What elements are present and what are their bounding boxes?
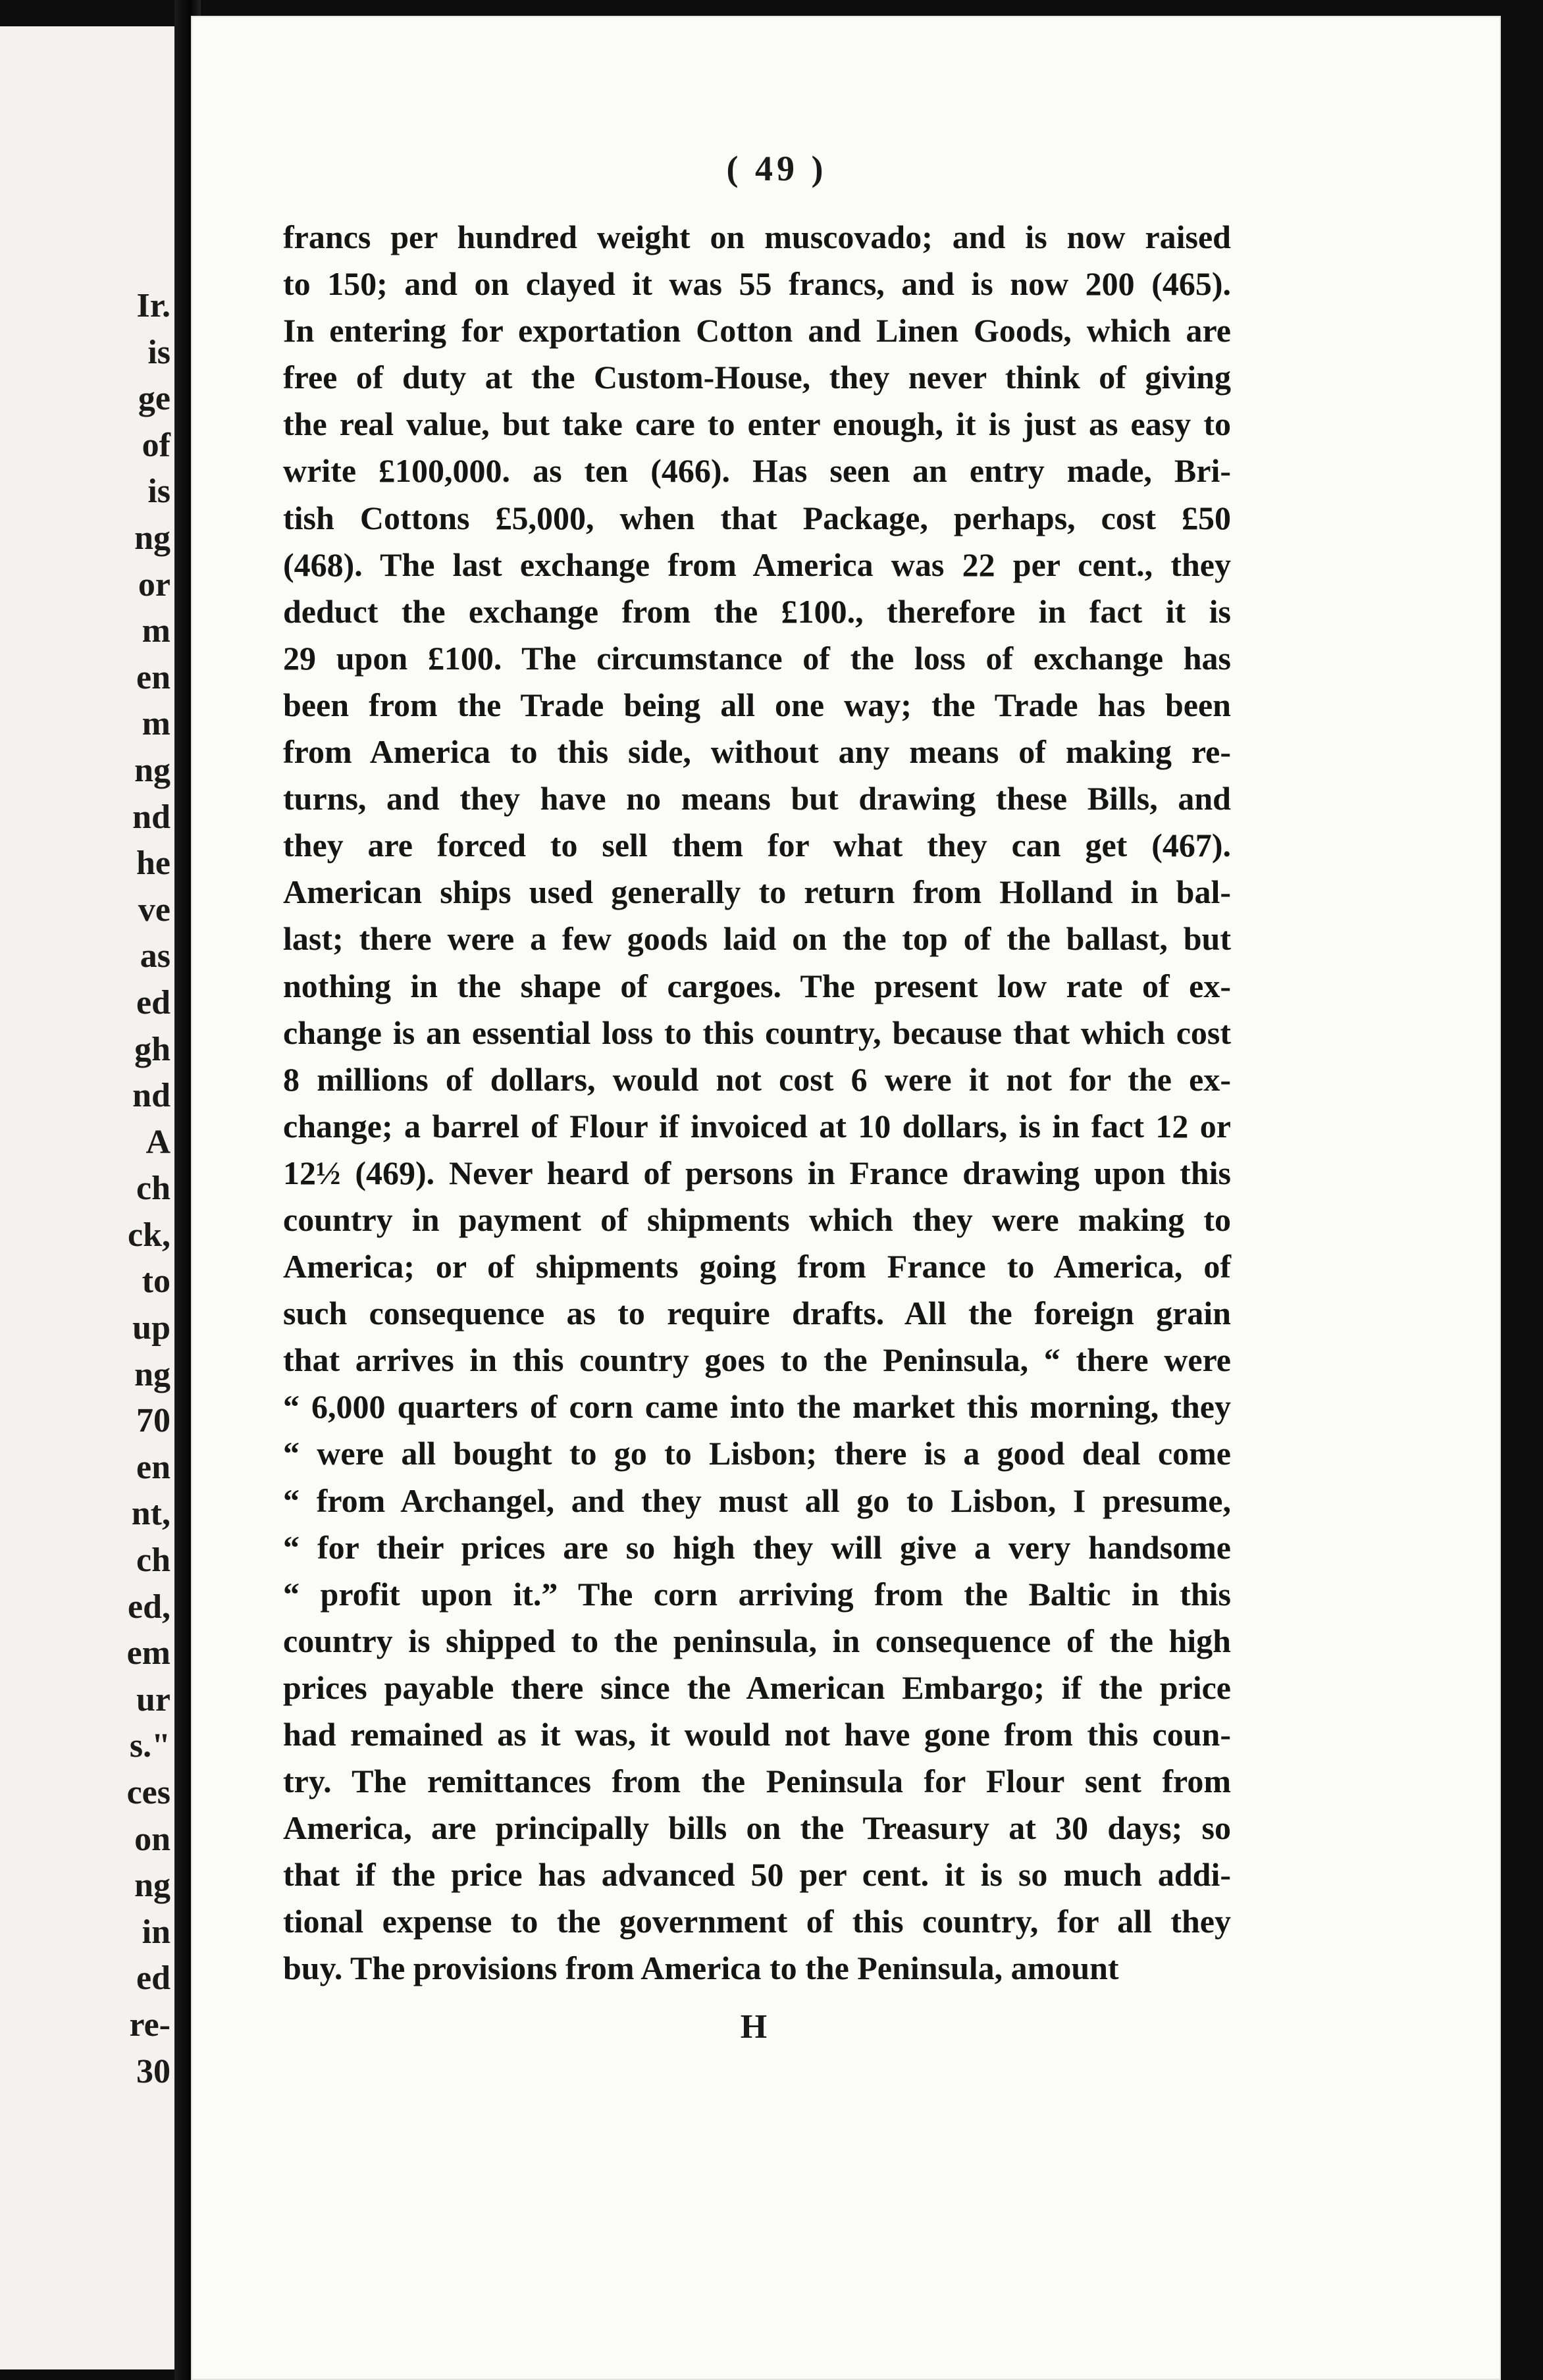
left-fragment: ng	[134, 1867, 170, 1905]
left-fragment: A	[145, 1123, 170, 1161]
left-fragment: of	[142, 426, 170, 464]
text-line: to 150; and on clayed it was 55 francs, and is now 200 (465).	[283, 265, 1231, 303]
text-line: turns, and they have no means but drawing these Bills, and	[283, 780, 1231, 817]
text-line: prices payable there since the American Embargo; if the price	[283, 1669, 1231, 1706]
text-line: francs per hundred weight on muscovado; and is now raised	[283, 219, 1231, 255]
left-fragment: em	[126, 1634, 170, 1672]
text-line: such consequence as to require drafts. All the foreign grain	[283, 1295, 1231, 1332]
left-fragment: or	[138, 565, 170, 604]
text-line: (468). The last exchange from America was 22 per cent., they	[283, 546, 1231, 583]
left-fragment: ng	[134, 1355, 170, 1393]
left-fragment: ces	[126, 1774, 170, 1811]
left-fragment: ck,	[128, 1216, 170, 1254]
left-fragment: 30	[136, 2052, 170, 2090]
left-fragment: he	[136, 844, 170, 883]
text-line: that if the price has advanced 50 per cent. it is so much addi-	[283, 1856, 1231, 1894]
text-line: had remained as it was, it would not have gone from this coun-	[283, 1716, 1231, 1753]
body-text	[283, 214, 1231, 1992]
text-line: that arrives in this country goes to the Peninsula, “ there were	[283, 1341, 1231, 1379]
left-page	[0, 26, 174, 2369]
text-line: 12½ (469). Never heard of persons in France drawing upon this	[283, 1154, 1231, 1191]
left-fragment: en	[136, 1448, 170, 1486]
right-edge	[1501, 0, 1543, 2380]
left-fragment: as	[140, 937, 170, 975]
text-line: nothing in the shape of cargoes. The present low rate of ex-	[283, 967, 1231, 1004]
left-fragment: ed	[136, 1959, 170, 1998]
text-line: from America to this side, without any means of making re-	[283, 733, 1231, 771]
text-line: “ profit upon it.” The corn arriving from the Baltic in this	[283, 1575, 1231, 1613]
left-fragment: ve	[138, 891, 170, 929]
left-fragment: ng	[134, 519, 170, 557]
text-line: “ from Archangel, and they must all go to Lisbon, I presume,	[283, 1482, 1231, 1519]
text-line: America, are principally bills on the Treasury at 30 days; so	[283, 1809, 1231, 1847]
text-line: change is an essential loss to this country, because that which cost	[283, 1014, 1231, 1051]
left-fragment: nd	[132, 798, 170, 836]
left-fragment: is	[147, 333, 170, 371]
left-fragment: on	[134, 1820, 170, 1858]
text-line: they are forced to sell them for what they can get (467).	[283, 827, 1231, 864]
text-line: write £100,000. as ten (466). Has seen an entry made, Bri-	[283, 452, 1231, 490]
text-line: “ were all bought to go to Lisbon; there is a good deal come	[283, 1435, 1231, 1472]
text-line: 8 millions of dollars, would not cost 6 were it not for the ex-	[283, 1060, 1231, 1098]
left-fragment: en	[136, 658, 170, 696]
left-fragment: ch	[136, 1170, 170, 1208]
text-line: buy. The provisions from America to the Peninsula, amount	[283, 1950, 1119, 1987]
left-fragment: ng	[134, 751, 170, 789]
signature-mark: H	[740, 2008, 768, 2046]
left-fragment: Ir.	[136, 287, 170, 324]
text-line: America; or of shipments going from France to America, of	[283, 1248, 1231, 1285]
left-fragment: gh	[134, 1030, 170, 1068]
left-fragment: is	[147, 473, 170, 511]
text-line: 29 upon £100. The circumstance of the loss of exchange has	[283, 639, 1231, 677]
left-fragment: m	[142, 705, 170, 743]
text-line: last; there were a few goods laid on the top of the ballast, but	[283, 920, 1231, 958]
left-page-text-fragments	[13, 283, 170, 2095]
left-fragment: ed	[136, 983, 170, 1022]
left-fragment: s."	[129, 1727, 170, 1765]
text-line: deduct the exchange from the £100., therefore in fact it is	[283, 592, 1231, 630]
left-fragment: nd	[132, 1077, 170, 1115]
text-line: free of duty at the Custom-House, they never think of giving	[283, 359, 1231, 396]
text-line: In entering for exportation Cotton and Linen Goods, which are	[283, 312, 1231, 349]
left-fragment: ur	[136, 1680, 170, 1719]
left-fragment: up	[132, 1309, 170, 1347]
text-line: country is shipped to the peninsula, in consequence of the high	[283, 1622, 1231, 1659]
left-fragment: nt,	[131, 1495, 170, 1533]
text-line: country in payment of shipments which they were making to	[283, 1201, 1231, 1238]
text-line: change; a barrel of Flour if invoiced at 10 dollars, is in fact 12 or	[283, 1107, 1231, 1145]
left-fragment: in	[142, 1913, 170, 1951]
text-line: “ for their prices are so high they will give a very handsome	[283, 1528, 1231, 1566]
left-fragment: ge	[138, 380, 170, 418]
page-number: ( 49 )	[726, 149, 827, 188]
text-line: “ 6,000 quarters of corn came into the market this morning, they	[283, 1388, 1231, 1426]
left-fragment: re-	[129, 2005, 170, 2044]
text-line: American ships used generally to return from Holland in bal-	[283, 873, 1231, 911]
left-fragment: ed,	[128, 1588, 170, 1626]
left-fragment: m	[142, 612, 170, 650]
text-line: tional expense to the government of this country, for all they	[283, 1903, 1231, 1940]
left-fragment: ch	[136, 1541, 170, 1580]
left-fragment: 70	[136, 1402, 170, 1440]
text-line: try. The remittances from the Peninsula for Flour sent from	[283, 1763, 1231, 1800]
text-line: the real value, but take care to enter enough, it is just as easy to	[283, 405, 1231, 443]
text-line: tish Cottons £5,000, when that Package, perhaps, cost £50	[283, 499, 1231, 536]
text-line: been from the Trade being all one way; the Trade has been	[283, 686, 1231, 723]
left-fragment: to	[142, 1262, 170, 1301]
